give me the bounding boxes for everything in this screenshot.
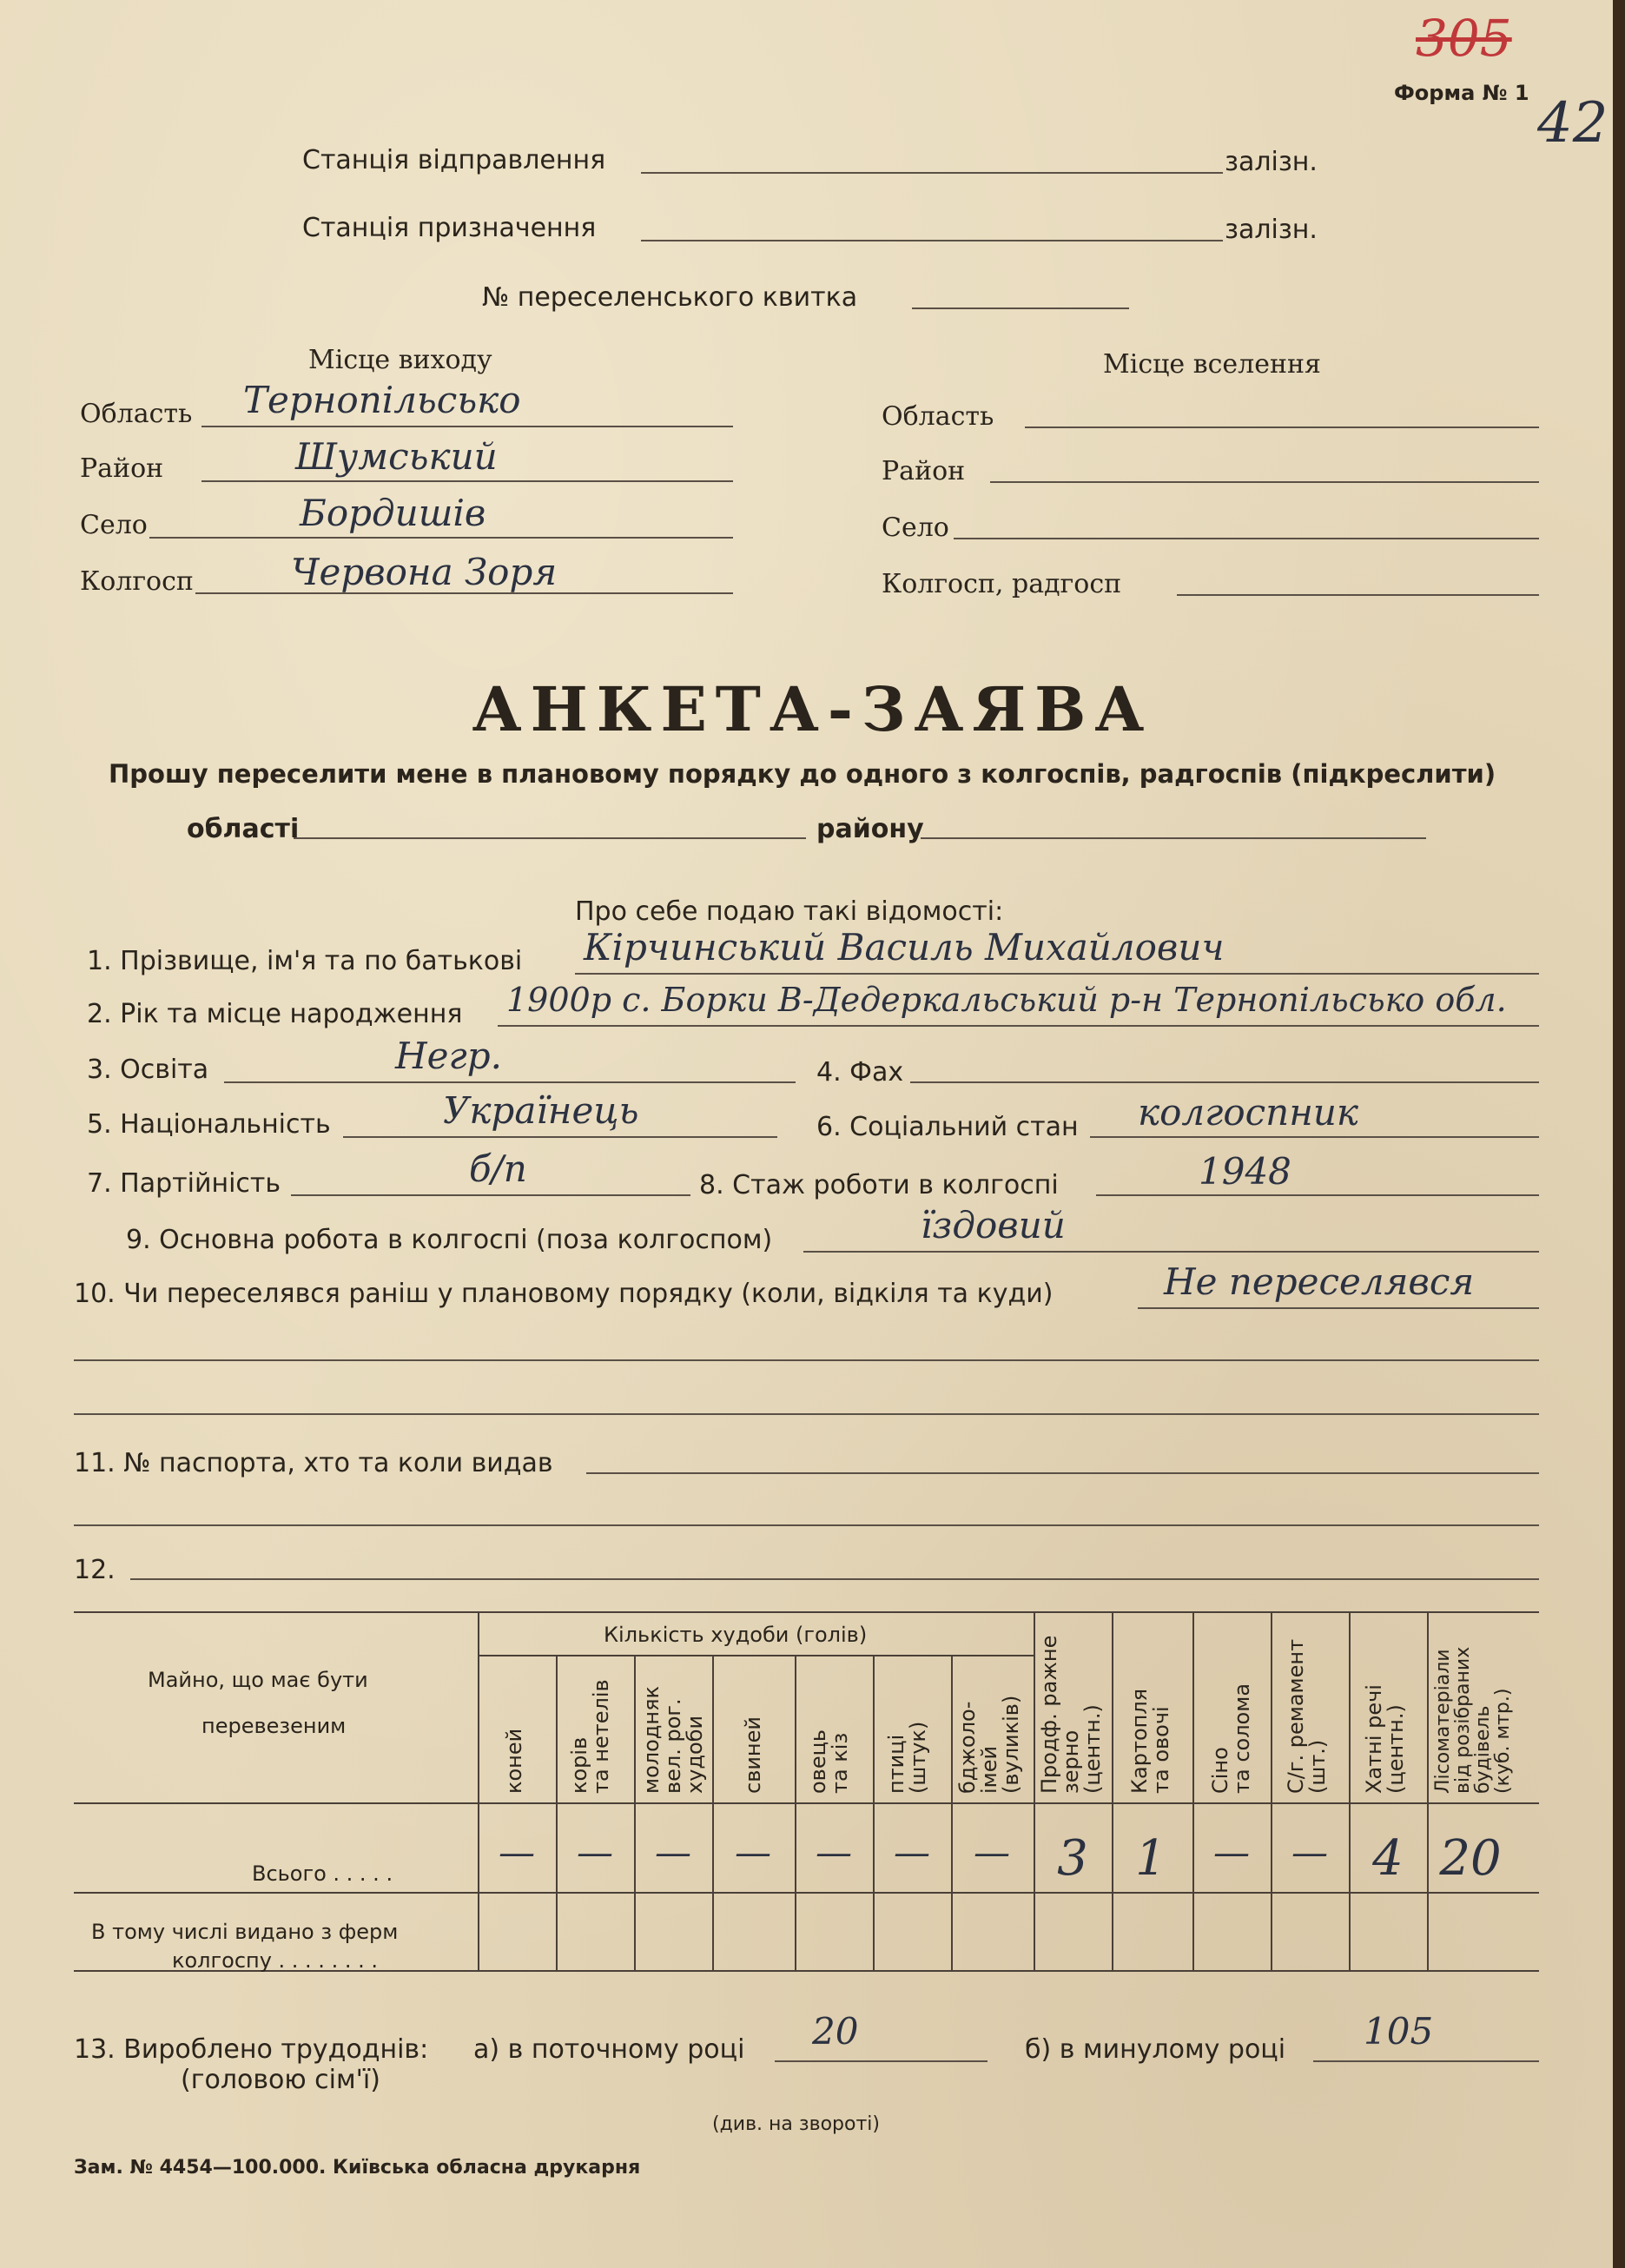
origin-raion-value: Шумський [295, 435, 498, 478]
oblasti-line [294, 837, 806, 839]
table-col-divider [1034, 1611, 1035, 1970]
destination-heading: Місце вселення [1103, 349, 1321, 380]
origin-kolhosp-line [195, 592, 733, 594]
col-header-household: Хатні речі (центн.) [1362, 1684, 1409, 1794]
field-12-label: 12. [74, 1555, 116, 1585]
table-col-divider [951, 1655, 953, 1970]
rail-suffix-1: залізн. [1225, 147, 1318, 177]
intro-text: Про себе подаю такі відомості: [575, 896, 1004, 927]
col-header-potatoes: Картопля та овочі [1127, 1688, 1174, 1794]
field-2-value: 1900р с. Борки В-Дедеркальський р-н Тернопільсько обл. [506, 981, 1507, 1019]
total-grain: 3 [1057, 1830, 1088, 1887]
origin-raion-line [201, 480, 733, 482]
ticket-label: № переселенського квитка [482, 282, 858, 313]
table-header-bottom [74, 1802, 1539, 1804]
destination-station-line [641, 240, 1223, 241]
col-header-young-cattle: молодняк вел. рог. худоби [639, 1685, 708, 1794]
total-hay: — [1213, 1831, 1250, 1874]
total-sheep: — [816, 1831, 852, 1874]
farm-label-line2: колгоспу . . . . . . . . [172, 1948, 378, 1973]
destination-oblast-label: Область [882, 401, 994, 432]
workdays-sub-label: (головою сім'ї) [181, 2065, 380, 2095]
table-col-divider [1192, 1611, 1194, 1970]
col-header-cows: корів та нетелів [567, 1679, 614, 1794]
workdays-current-label: а) в поточному році [473, 2034, 745, 2065]
field-6-value: колгоспник [1138, 1091, 1358, 1134]
workdays-current-line [775, 2060, 988, 2062]
origin-selo-label: Село [80, 510, 148, 540]
departure-station-label: Станція відправлення [302, 145, 606, 175]
table-col-divider [795, 1655, 796, 1970]
workdays-previous-label: б) в минулому році [1025, 2034, 1286, 2065]
archive-number: 305 [1416, 9, 1512, 68]
col-header-sheep: овець та кіз [806, 1729, 853, 1794]
raionu-line [921, 837, 1426, 839]
workdays-previous-line [1313, 2060, 1539, 2062]
field-7-line [291, 1194, 690, 1196]
field-1-line [575, 973, 1539, 975]
sheet-number: 42 [1537, 91, 1608, 155]
workdays-previous-value: 105 [1364, 2010, 1434, 2053]
field-10-line-3 [74, 1413, 1539, 1415]
field-12-line [130, 1578, 1539, 1580]
total-pigs: — [735, 1831, 771, 1874]
form-label: Форма № 1 [1394, 81, 1529, 105]
farm-label-line1: В тому числі видано з ферм [91, 1920, 399, 1944]
field-7-value: б/п [469, 1147, 527, 1190]
table-col-divider [712, 1655, 714, 1970]
origin-selo-value: Бордишів [300, 492, 486, 534]
table-col-divider [1271, 1611, 1272, 1970]
table-col-divider [556, 1655, 558, 1970]
col-header-pigs: свиней [741, 1716, 765, 1794]
total-household: 4 [1372, 1830, 1404, 1887]
origin-oblast-line [201, 426, 733, 427]
total-cows: — [577, 1831, 613, 1874]
row-header-line2: перевезеним [201, 1714, 347, 1738]
field-10-line [1138, 1307, 1539, 1309]
request-text: Прошу переселити мене в плановому порядку до одного з колгоспів, радгоспів (підкреслити) [109, 759, 1496, 789]
field-9-label: 9. Основна робота в колгоспі (поза колгоспом) [126, 1225, 773, 1255]
field-9-value: їздовий [921, 1204, 1066, 1246]
raionu-label: району [816, 814, 924, 844]
field-10-line-2 [74, 1359, 1539, 1361]
workdays-label: 13. Вироблено трудоднів: [74, 2034, 429, 2065]
see-reverse-note: (див. на звороті) [712, 2113, 880, 2135]
oblasti-label: області [187, 814, 300, 844]
table-top-border [74, 1611, 1539, 1613]
total-horses: — [499, 1831, 535, 1874]
field-5-label: 5. Національність [87, 1109, 331, 1140]
total-timber: 20 [1439, 1830, 1502, 1887]
field-9-line [803, 1251, 1539, 1253]
destination-raion-label: Район [882, 456, 966, 486]
total-poultry: — [894, 1831, 930, 1874]
row-header-line1: Майно, що має бути [148, 1668, 368, 1692]
field-3-value: Негр. [395, 1035, 502, 1077]
origin-kolhosp-value: Червона Зоря [291, 551, 558, 593]
destination-kolhosp-line [1177, 594, 1539, 596]
table-col-divider [478, 1611, 479, 1970]
field-4-line [910, 1081, 1539, 1083]
workdays-current-value: 20 [812, 2010, 859, 2053]
destination-selo-line [954, 538, 1539, 539]
printer-imprint: Зам. № 4454—100.000. Київська обласна друкарня [74, 2157, 641, 2179]
destination-station-label: Станція призначення [302, 213, 597, 243]
field-5-value: Українець [443, 1089, 639, 1132]
field-8-value: 1948 [1199, 1150, 1291, 1193]
departure-station-line [641, 172, 1223, 174]
field-5-line [343, 1136, 777, 1138]
col-header-beehives: бджоло- імей (вуликів) [955, 1695, 1024, 1794]
col-header-equipment: С/г. ремамент (шт.) [1284, 1638, 1331, 1794]
table-col-divider [1427, 1611, 1429, 1970]
field-6-line [1090, 1136, 1539, 1138]
col-header-poultry: птиці (штук) [884, 1721, 931, 1794]
page-edge [1613, 0, 1625, 2268]
livestock-header: Кількість худоби (голів) [604, 1623, 868, 1647]
col-header-grain: Продф. ражне зерно (центн.) [1037, 1635, 1106, 1794]
total-young-cattle: — [655, 1831, 691, 1874]
livestock-header-line [478, 1655, 1034, 1656]
field-4-label: 4. Фах [816, 1057, 904, 1088]
field-10-value: Не переселявся [1164, 1260, 1475, 1303]
destination-raion-line [990, 481, 1539, 483]
field-1-label: 1. Прізвище, ім'я та по батькові [87, 946, 523, 976]
form-title: АНКЕТА-ЗАЯВА [472, 673, 1153, 745]
total-equipment: — [1291, 1831, 1328, 1874]
table-col-divider [1349, 1611, 1351, 1970]
field-11-line-2 [74, 1524, 1539, 1526]
field-2-label: 2. Рік та місце народження [87, 999, 463, 1029]
field-10-label: 10. Чи переселявся раніш у плановому порядку (коли, відкіля та куди) [74, 1279, 1054, 1309]
destination-kolhosp-label: Колгосп, радгосп [882, 569, 1122, 599]
origin-oblast-label: Область [80, 399, 193, 429]
total-potatoes: 1 [1135, 1830, 1166, 1887]
origin-oblast-value: Тернопільсько [243, 379, 521, 421]
origin-raion-label: Район [80, 453, 164, 484]
destination-oblast-line [1025, 426, 1539, 428]
col-header-hay: Сіно та солома [1208, 1683, 1255, 1794]
destination-selo-label: Село [882, 512, 949, 543]
total-label: Всього . . . . . [252, 1861, 393, 1886]
ticket-line [912, 307, 1129, 309]
table-col-divider [634, 1655, 636, 1970]
field-2-line [498, 1025, 1539, 1027]
total-beehives: — [974, 1831, 1010, 1874]
col-header-timber: Лісоматеріали від розібраних будівель (куб. мтр.) [1432, 1646, 1515, 1794]
origin-heading: Місце виходу [308, 345, 492, 375]
col-header-horses: коней [502, 1728, 526, 1794]
field-3-line [224, 1081, 796, 1083]
table-total-bottom [74, 1892, 1539, 1894]
field-7-label: 7. Партійність [87, 1168, 281, 1199]
field-3-label: 3. Освіта [87, 1055, 209, 1085]
field-1-value: Кірчинський Василь Михайлович [584, 926, 1225, 969]
table-col-divider [1112, 1611, 1113, 1970]
field-8-label: 8. Стаж роботи в колгоспі [699, 1170, 1059, 1200]
field-11-label: 11. № паспорта, хто та коли видав [74, 1448, 553, 1478]
field-8-line [1096, 1194, 1539, 1196]
field-11-line [586, 1472, 1539, 1474]
origin-selo-line [149, 537, 733, 539]
table-col-divider [873, 1655, 875, 1970]
rail-suffix-2: залізн. [1225, 215, 1318, 245]
origin-kolhosp-label: Колгосп [80, 566, 194, 597]
field-6-label: 6. Соціальний стан [816, 1112, 1079, 1142]
